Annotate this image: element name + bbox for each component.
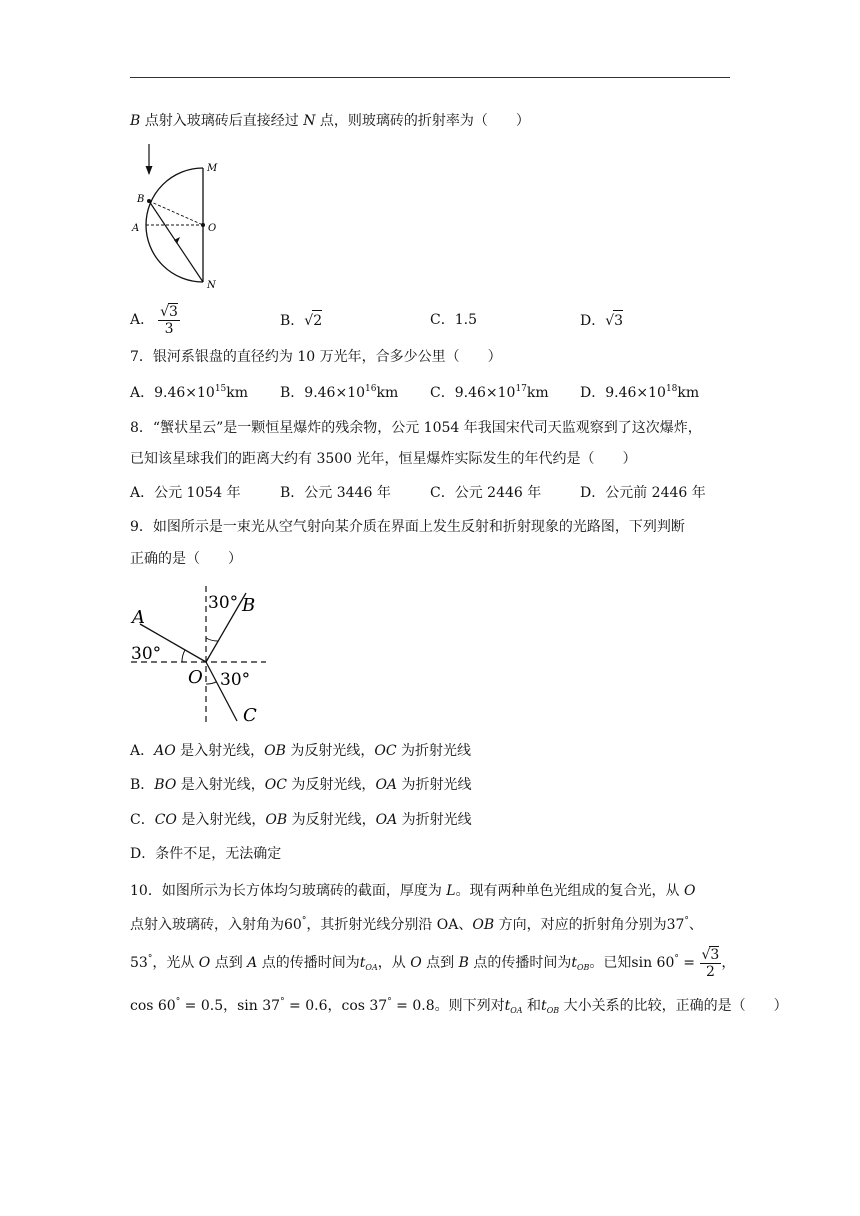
header-rule bbox=[130, 77, 730, 78]
q10-stem-line1: 10．如图所示为长方体均匀玻璃砖的截面，厚度为 L。现有两种单色光组成的复合光，从 O bbox=[130, 883, 696, 899]
q6-label-o: O bbox=[208, 223, 217, 234]
q9-option-b: B．BO 是入射光线，OC 为反射光线，OA 为折射光线 bbox=[130, 777, 472, 793]
q6-option-d: D．√3 bbox=[580, 310, 623, 331]
q9-option-d: D．条件不足，无法确定 bbox=[130, 846, 282, 862]
q6-label-a: A bbox=[132, 223, 140, 234]
q6-label-n: N bbox=[207, 280, 216, 290]
q7-option-c: C．$9.46\times 10^{17}km$ bbox=[430, 384, 549, 401]
q9-light-path-figure bbox=[126, 583, 276, 728]
q8-stem-line2: 已知该星球我们的距离大约有 3500 光年，恒星爆炸实际发生的年代约是（ ） bbox=[130, 451, 637, 467]
q6-stem: B 点射入玻璃砖后直接经过 N 点，则玻璃砖的折射率为（ ） bbox=[130, 113, 530, 129]
q6-option-b: B．√2 bbox=[280, 310, 322, 331]
q9-stem-line1: 9．如图所示是一束光从空气射向某介质在界面上发生反射和折射现象的光路图，下列判断 bbox=[130, 519, 685, 535]
q9-label-a: A bbox=[132, 607, 145, 628]
q8-option-a: A．公元 1054 年 bbox=[130, 485, 241, 501]
q9-option-c: C．CO 是入射光线，OB 为反射光线，OA 为折射光线 bbox=[130, 812, 472, 828]
q9-angle-bottom: 30° bbox=[220, 670, 251, 690]
q10-stem-line2: 点射入玻璃砖，入射角为60°，其折射光线分别沿 OA、OB 方向，对应的折射角分别为37°、 bbox=[130, 916, 703, 933]
q7-option-d: D．$9.46\times 10^{18}km$ bbox=[580, 384, 700, 401]
q6-option-c: C．1.5 bbox=[430, 312, 477, 328]
q9-angle-top: 30° bbox=[208, 593, 239, 613]
q6-label-b: B bbox=[137, 194, 145, 205]
q9-stem-line2: 正确的是（ ） bbox=[130, 551, 242, 567]
q10-stem-line3: 53°，光从 O 点到 A 点的传播时间为$t_{OA}$，从 O 点到 B 点的传播时间为$t_{OB}$。已知sin 60° = $\frac{√3}{2}$ ， bbox=[130, 947, 736, 980]
q9-angle-left: 30° bbox=[131, 644, 162, 664]
q6-semicircle-figure bbox=[128, 140, 228, 290]
q7-stem: 7．银河系银盘的直径约为 10 万光年，合多少公里（ ） bbox=[130, 349, 502, 365]
q8-stem-line1: 8．“蟹状星云”是一颗恒星爆炸的残余物，公元 1054 年我国宋代司天监观察到了这次爆炸， bbox=[130, 420, 702, 436]
q9-label-o: O bbox=[188, 667, 203, 688]
q6-option-a: A． $\frac{√3}{3}$ bbox=[130, 304, 178, 337]
q9-label-b: B bbox=[242, 595, 256, 616]
q6-label-m: M bbox=[207, 163, 218, 174]
q7-option-b: B．$9.46\times 10^{16}km$ bbox=[280, 384, 399, 401]
q7-option-a: A．$9.46\times 10^{15}km$ bbox=[130, 384, 249, 401]
q8-option-c: C．公元 2446 年 bbox=[430, 485, 542, 501]
q8-option-d: D．公元前 2446 年 bbox=[580, 485, 706, 501]
q9-option-a: A．AO 是入射光线，OB 为反射光线，OC 为折射光线 bbox=[130, 743, 472, 759]
q8-option-b: B．公元 3446 年 bbox=[280, 485, 391, 501]
q9-label-c: C bbox=[243, 705, 257, 726]
q10-stem-line4: cos 60° = 0.5，sin 37° = 0.6，cos 37° = 0.8。则下列对$t_{OA}$ 和$t_{OB}$ 大小关系的比较，正确的是（ ） bbox=[130, 997, 788, 1015]
